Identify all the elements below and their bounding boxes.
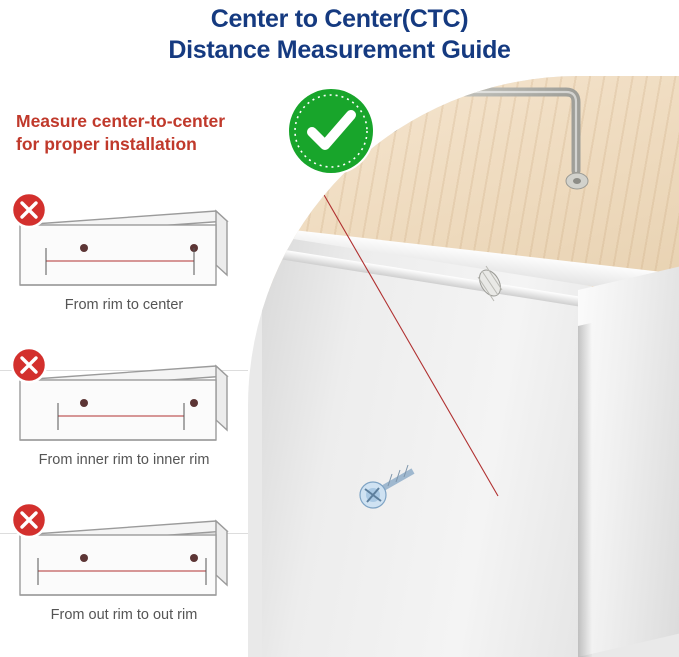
title-line-2: Distance Measurement Guide [168,36,511,64]
callout-line-2: for proper installation [16,134,197,154]
drawer-diagram-1 [16,203,231,291]
wrong-example-caption: From rim to center [64,297,184,313]
callout-text [16,110,278,156]
page-title [0,4,679,65]
wrong-example-1 [0,185,248,340]
cabinet-shadow [578,323,592,657]
wrong-example-3 [0,495,248,650]
title-line-1: Center to Center(CTC) [210,5,469,33]
wrong-example-caption: From inner rim to inner rim [38,452,210,468]
x-icon [10,191,48,229]
drawer-diagram-3 [16,513,231,601]
wrong-example-caption: From out rim to out rim [50,607,198,623]
wrong-examples-list [0,185,248,650]
drawer-diagram-2 [16,358,231,446]
wrong-example-2 [0,340,248,495]
cabinet-side-panel [578,267,679,657]
callout-line-1: Measure center-to-center [16,111,226,131]
x-icon [10,346,48,384]
x-icon [10,501,48,539]
check-icon [283,83,379,179]
